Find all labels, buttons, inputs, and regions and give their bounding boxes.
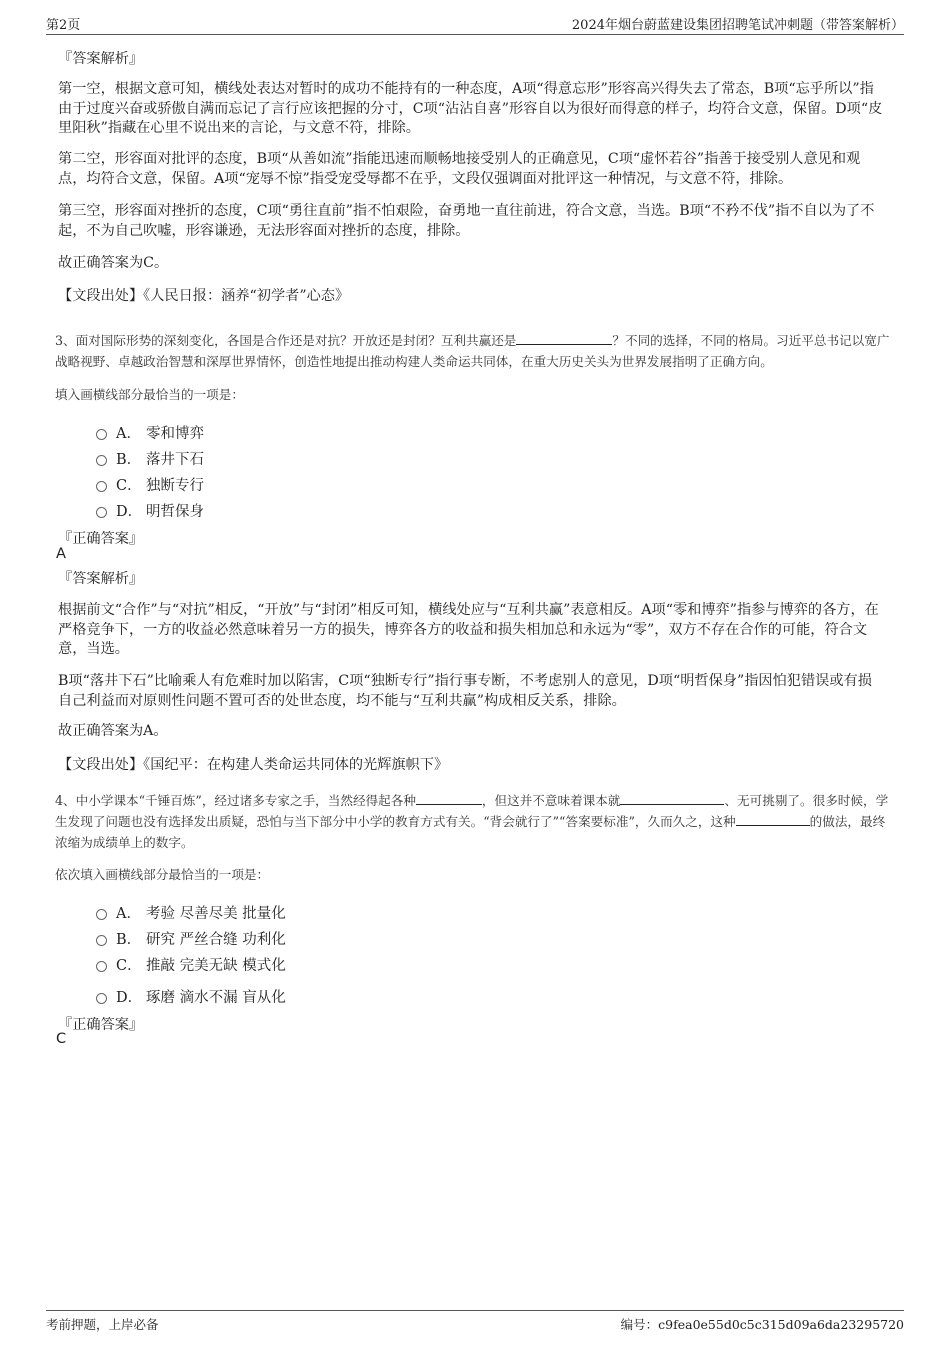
- q4-option-d[interactable]: D． 琢磨 滴水不漏 盲从化: [96, 986, 286, 1007]
- q3-answer-label: 『正确答案』: [58, 531, 144, 547]
- q4-option-a[interactable]: A． 考验 尽善尽美 批量化: [96, 902, 286, 923]
- q3-option-a[interactable]: A． 零和博弈: [96, 422, 204, 443]
- q3-conclusion: 故正确答案为A。: [58, 723, 168, 739]
- q4-option-b[interactable]: B． 研究 严丝合缝 功利化: [96, 928, 286, 949]
- document-code: 编号：c9fea0e55d0c5c315d09a6da23295720: [620, 1317, 904, 1332]
- q4-stem: 4、中小学课本“千锤百炼”，经过诸多专家之手，当然经得起各种 ，但这并不意味着课本就 、无可挑剔了。很多时候，学生发现了问题也没有选择发出质疑，恐怕与当下部分中小学的教育方式有关。“背会就行了”“答案要标准”，久而久之，这种 的做法，最终浓缩为成绩单上的数字。: [55, 793, 889, 850]
- q4-answer: C: [56, 1031, 67, 1047]
- q3-blank: [516, 332, 612, 345]
- q2-analysis-para1: 第一空，根据文意可知，横线处表达对暂时的成功不能持有的一种态度，A项“得意忘形”形容高兴得失去了常态，B项“忘乎所以”指由于过度兴奋或骄傲自满而忘记了言行应该把握的分寸，C项“沾沾自喜”形容自以为很好而得意的样子，均符合文意，保留。D项“皮里阳秋”指藏在心里不说出来的言论，与文意不符，排除。: [58, 81, 883, 136]
- q4-blank-2: [620, 792, 724, 805]
- q4-prompt: 依次填入画横线部分最恰当的一项是：: [55, 867, 270, 882]
- radio-icon[interactable]: [96, 909, 107, 920]
- radio-icon[interactable]: [96, 481, 107, 492]
- document-title: 2024年烟台蔚蓝建设集团招聘笔试冲刺题（带答案解析）: [571, 18, 904, 33]
- q2-analysis-para2: 第二空，形容面对批评的态度，B项“从善如流”指能迅速而顺畅地接受别人的正确意见，C项“虚怀若谷”指善于接受别人意见和观点，均符合文意，保留。A项“宠辱不惊”指受宠受辱都不在乎，文段仅强调面对批评这一种情况，与文意不符，排除。: [58, 151, 861, 187]
- q3-option-d[interactable]: D． 明哲保身: [96, 500, 204, 521]
- radio-icon[interactable]: [96, 993, 107, 1004]
- radio-icon[interactable]: [96, 935, 107, 946]
- q2-source: 【文段出处】《人民日报：涵养“初学者”心态》: [58, 288, 350, 304]
- page-number: 第2页: [46, 18, 81, 33]
- q3-answer: A: [56, 546, 66, 562]
- q4-answer-label: 『正确答案』: [58, 1017, 144, 1033]
- radio-icon[interactable]: [96, 455, 107, 466]
- q3-prompt: 填入画横线部分最恰当的一项是：: [55, 387, 244, 402]
- radio-icon[interactable]: [96, 429, 107, 440]
- q3-analysis-para2: B项“落井下石”比喻乘人有危难时加以陷害，C项“独断专行”指行事专断，不考虑别人的意见，D项“明哲保身”指因怕犯错误或有损自己利益而对原则性问题不置可否的处世态度，均不能与“互利共赢”构成相反关系，排除。: [58, 673, 872, 709]
- q3-option-b[interactable]: B． 落井下石: [96, 448, 204, 469]
- q4-blank-3: [736, 813, 810, 826]
- radio-icon[interactable]: [96, 507, 107, 518]
- page-header: [46, 14, 904, 35]
- radio-icon[interactable]: [96, 961, 107, 972]
- q4-option-c[interactable]: C． 推敲 完美无缺 模式化: [96, 954, 286, 975]
- q4-blank-1: [416, 792, 482, 805]
- q2-analysis-para3: 第三空，形容面对挫折的态度，C项“勇往直前”指不怕艰险，奋勇地一直往前进，符合文意，当选。B项“不矜不伐”指不自以为了不起，不为自己吹嘘，形容谦逊，无法形容面对挫折的态度，排除。: [58, 203, 875, 239]
- q2-conclusion: 故正确答案为C。: [58, 255, 169, 271]
- q3-analysis-para1: 根据前文“合作”与“对抗”相反，“开放”与“封闭”相反可知，横线处应与“互利共赢”表意相反。A项“零和博弈”指参与博弈的各方，在严格竞争下，一方的收益必然意味着另一方的损失，博弈各方的收益和损失相加总和永远为“零”，双方不存在合作的可能，符合文意，当选。: [58, 602, 879, 657]
- q2-analysis-label: 『答案解析』: [58, 51, 144, 67]
- q3-analysis-label: 『答案解析』: [58, 571, 144, 587]
- q3-option-c[interactable]: C． 独断专行: [96, 474, 204, 495]
- q3-stem: 3、面对国际形势的深刻变化，各国是合作还是对抗？开放还是封闭？互利共赢还是 ？不同的选择，不同的格局。习近平总书记以宽广战略视野、卓越政治智慧和深厚世界情怀，创造性地提出推动构建人类命运共同体，在重大历史关头为世界发展指明了正确方向。: [55, 333, 890, 369]
- page-footer: [46, 1310, 904, 1335]
- q3-source: 【文段出处】《国纪平：在构建人类命运共同体的光辉旗帜下》: [58, 757, 449, 773]
- footer-slogan: 考前押题，上岸必备: [46, 1317, 159, 1332]
